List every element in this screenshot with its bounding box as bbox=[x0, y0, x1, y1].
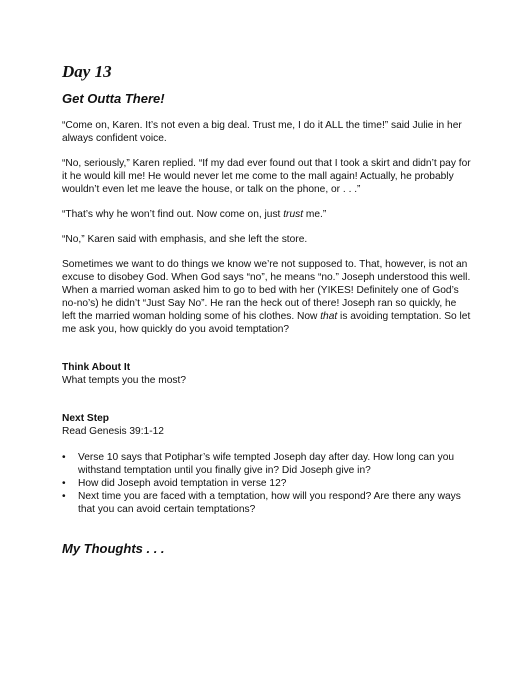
bullet-icon: • bbox=[62, 491, 66, 502]
list-item bbox=[62, 477, 472, 490]
scripture-reading: Read Genesis 39:1-12 bbox=[62, 426, 164, 437]
bullet-icon: • bbox=[62, 478, 66, 489]
list-item-text: Next time you are faced with a temptation, how will you respond? Are there any ways that you can avoid certain temptations? bbox=[78, 491, 461, 515]
story-paragraph-3 bbox=[62, 208, 472, 221]
list-item bbox=[62, 451, 472, 477]
story-paragraph-2: “No, seriously,” Karen replied. “If my dad ever found out that I took a skirt and didn’t pay for it he would kill me! He would never let me come to the mall again! Actually, he probably wouldn’t even let me leave the house, or talk on the phone, or . . .” bbox=[62, 158, 471, 195]
reflection-paragraph bbox=[62, 258, 472, 336]
my-thoughts-heading: My Thoughts . . . bbox=[62, 541, 165, 556]
next-step-section bbox=[62, 412, 472, 516]
think-about-it-section bbox=[62, 361, 472, 387]
bullet-icon: • bbox=[62, 452, 66, 463]
story-paragraph-1: “Come on, Karen. It’s not even a big deal. Trust me, I do it ALL the time!” said Julie in her always confident voice. bbox=[62, 120, 462, 144]
list-item bbox=[62, 490, 472, 516]
devotional-subtitle: Get Outta There! bbox=[62, 91, 165, 106]
reflection-italic-word: that bbox=[320, 311, 338, 322]
next-step-heading: Next Step bbox=[62, 413, 109, 424]
think-about-it-heading: Think About It bbox=[62, 362, 131, 373]
paragraph-3-text-end: me.” bbox=[303, 209, 327, 220]
day-title: Day 13 bbox=[62, 62, 112, 81]
devotional-page bbox=[62, 62, 472, 557]
reflection-text-start: Sometimes we want to do things we know we’re not supposed to. That, however, is not an excuse to disobey God. When God says “no”, he means “no.” Joseph understood this well. When a married woman asked him to go to bed with her (YIKES! Definitely one of God’s no-no’s) he didn’t “Just Say No”. He ran the heck out of there! Joseph ran so quickly, he left the married woman holding some of his clothes. Now bbox=[62, 259, 471, 322]
reflection-text-end: is avoiding temptation. So let me ask you, how quickly do you avoid temptation? bbox=[62, 311, 471, 335]
think-about-it-question: What tempts you the most? bbox=[62, 375, 187, 386]
paragraph-3-text-start: “That’s why he won’t find out. Now come on, just bbox=[62, 209, 284, 220]
list-item-text: How did Joseph avoid temptation in verse 12? bbox=[78, 478, 287, 489]
story-paragraph-4: “No,” Karen said with emphasis, and she left the store. bbox=[62, 234, 308, 245]
list-item-text: Verse 10 says that Potiphar’s wife tempted Joseph day after day. How long can you withstand temptation until you finally give in? Did Joseph give in? bbox=[78, 452, 455, 476]
paragraph-3-italic-word: trust bbox=[283, 209, 304, 220]
next-step-list bbox=[62, 451, 472, 516]
